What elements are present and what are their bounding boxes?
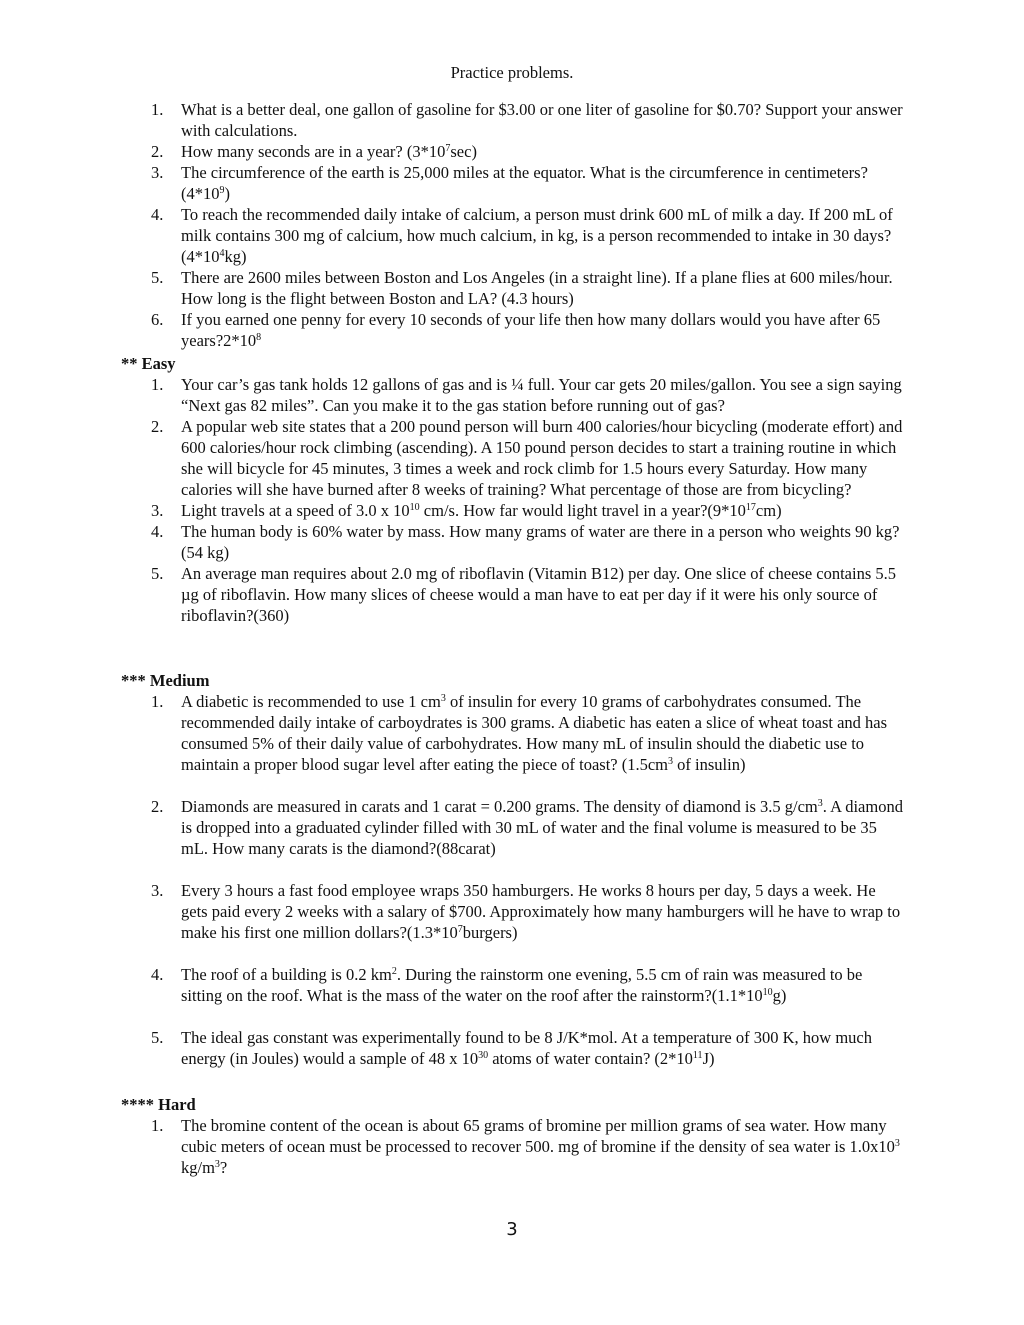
superscript: 8 xyxy=(256,332,262,343)
superscript: 7 xyxy=(445,143,451,154)
item-text: g) xyxy=(772,986,787,1005)
item-text: ) xyxy=(224,184,230,203)
item-text: A popular web site states that a 200 pound person will burn 400 calories/hour bicycling (moderate effort) and 600 calories/hour rock climbing (ascending). A 150 pound person decides to start a training routine in which she will bicycle for 45 minutes, 3 times a week and rock climb for 1.5 hours every Saturday. How many calories will she have burned after 8 weeks of training? What percentage of those are from bicycling? xyxy=(181,417,903,499)
superscript: 3 xyxy=(668,756,674,767)
item-text: An average man requires about 2.0 mg of riboflavin (Vitamin B12) per day. One slice of cheese contains 5.5 µg of riboflavin. How many slices of cheese would a man have to eat per day if it were his only source of riboflavin?(360) xyxy=(181,564,897,625)
item-number: 3. xyxy=(151,881,164,900)
superscript: 3 xyxy=(214,1159,220,1170)
item-number: 1. xyxy=(151,1116,164,1135)
item-text: The circumference of the earth is 25,000 miles at the equator. What is the circumference in centimeters? (4*10 xyxy=(181,163,868,203)
hard-heading: **** Hard xyxy=(121,1095,196,1114)
superscript: 4 xyxy=(219,248,225,259)
list-item xyxy=(121,204,906,267)
page-number: 3 xyxy=(506,1219,518,1240)
item-text: Light travels at a speed of 3.0 x 10 xyxy=(181,501,410,520)
item-text: of insulin) xyxy=(673,755,746,774)
item-text: J) xyxy=(702,1049,715,1068)
list-item xyxy=(121,796,906,859)
superscript: 11 xyxy=(692,1050,703,1061)
list-item xyxy=(121,141,906,162)
superscript: 17 xyxy=(745,502,756,513)
item-number: 4. xyxy=(151,205,164,224)
item-text: cm/s. How far would light travel in a year?(9*10 xyxy=(419,501,746,520)
medium-problem-list xyxy=(121,691,906,1069)
list-item xyxy=(121,964,906,1006)
item-number: 2. xyxy=(151,417,164,436)
item-number: 4. xyxy=(151,965,164,984)
intro-problem-list xyxy=(121,99,906,351)
list-item xyxy=(121,521,906,563)
item-text: There are 2600 miles between Boston and Los Angeles (in a straight line). If a plane flies at 600 miles/hour. How long is the flight between Boston and LA? (4.3 hours) xyxy=(181,268,893,308)
list-item xyxy=(121,162,906,204)
easy-problem-list xyxy=(121,374,906,626)
list-item xyxy=(121,691,906,775)
item-text: The roof of a building is 0.2 km xyxy=(181,965,392,984)
item-text: The ideal gas constant was experimentally found to be 8 J/K*mol. At a temperature of 300 K, how much energy (in Joules) would a sample of 48 x 10 xyxy=(181,1028,872,1068)
item-text: ? xyxy=(219,1158,228,1177)
superscript: 2 xyxy=(391,966,397,977)
item-number: 4. xyxy=(151,522,164,541)
item-text: Diamonds are measured in carats and 1 carat = 0.200 grams. The density of diamond is 3.5 g/cm xyxy=(181,797,818,816)
item-text: What is a better deal, one gallon of gasoline for $3.00 or one liter of gasoline for $0.70? Support your answer with calculations. xyxy=(181,100,903,140)
item-text: Your car’s gas tank holds 12 gallons of gas and is ¼ full. Your car gets 20 miles/gallon. You see a sign saying “Next gas 82 miles”. Can you make it to the gas station before running out of gas? xyxy=(181,375,902,415)
item-text: atoms of water contain? (2*10 xyxy=(488,1049,693,1068)
list-item xyxy=(121,563,906,626)
item-text: A diabetic is recommended to use 1 cm xyxy=(181,692,441,711)
item-text: burgers) xyxy=(462,923,518,942)
list-item xyxy=(121,267,906,309)
item-text: How many seconds are in a year? (3*10 xyxy=(181,142,446,161)
item-number: 5. xyxy=(151,564,164,583)
superscript: 3 xyxy=(817,798,823,809)
superscript: 3 xyxy=(440,693,446,704)
item-text: kg/m xyxy=(181,1158,215,1177)
superscript: 10 xyxy=(409,502,420,513)
hard-problem-list xyxy=(121,1115,906,1178)
item-text: of insulin for every 10 grams of carbohydrates consumed. The recommended daily intake of carboydrates is 300 grams. A diabetic has eaten a slice of wheat toast and has consumed 5% of their daily value of carbohydrates. How many mL of insulin should the diabetic use to maintain a proper blood sugar level after eating the piece of toast? (1.5cm xyxy=(181,692,888,774)
item-text: The bromine content of the ocean is about 65 grams of bromine per million grams of sea water. How many cubic meters of ocean must be processed to recover 500. mg of bromine if the density of sea water is 1.0x10 xyxy=(181,1116,895,1156)
item-text: The human body is 60% water by mass. How many grams of water are there in a person who weights 90 kg? (54 kg) xyxy=(181,522,900,562)
superscript: 30 xyxy=(478,1050,489,1061)
superscript: 9 xyxy=(219,185,225,196)
item-number: 3. xyxy=(151,163,164,182)
medium-heading: *** Medium xyxy=(121,671,210,690)
list-item xyxy=(121,500,906,521)
item-number: 2. xyxy=(151,142,164,161)
easy-heading: ** Easy xyxy=(121,354,176,373)
item-number: 5. xyxy=(151,268,164,287)
list-item xyxy=(121,309,906,351)
item-number: 6. xyxy=(151,310,164,329)
item-number: 3. xyxy=(151,501,164,520)
item-text: Every 3 hours a fast food employee wraps 350 hamburgers. He works 8 hours per day, 5 days a week. He gets paid every 2 weeks with a salary of $700. Approximately how many hamburgers will he have to wrap to make his first one million dollars?(1.3*10 xyxy=(181,881,901,942)
item-text: If you earned one penny for every 10 seconds of your life then how many dollars would you have after 65 years?2*10 xyxy=(181,310,881,350)
list-item xyxy=(121,1027,906,1069)
item-text: kg) xyxy=(224,247,247,266)
superscript: 3 xyxy=(894,1138,900,1149)
item-text: To reach the recommended daily intake of calcium, a person must drink 600 mL of milk a day. If 200 mL of milk contains 300 mg of calcium, how much calcium, in kg, is a person recommended to intake in 30 days? (4*10 xyxy=(181,205,893,266)
item-text: . During the rainstorm one evening, 5.5 cm of rain was measured to be sitting on the roof. What is the mass of the water on the roof after the rainstorm?(1.1*10 xyxy=(181,965,863,1005)
item-number: 2. xyxy=(151,797,164,816)
item-number: 1. xyxy=(151,692,164,711)
page-title: Practice problems. xyxy=(450,63,574,82)
item-number: 1. xyxy=(151,100,164,119)
superscript: 7 xyxy=(457,924,463,935)
item-text: sec) xyxy=(450,142,477,161)
item-text: . A diamond is dropped into a graduated cylinder filled with 30 mL of water and the final volume is measured to be 35 mL. How many carats is the diamond?(88carat) xyxy=(181,797,903,858)
item-number: 1. xyxy=(151,375,164,394)
item-number: 5. xyxy=(151,1028,164,1047)
list-item xyxy=(121,374,906,416)
list-item xyxy=(121,1115,906,1178)
list-item xyxy=(121,99,906,141)
superscript: 10 xyxy=(762,987,773,998)
list-item xyxy=(121,880,906,943)
list-item xyxy=(121,416,906,500)
item-text: cm) xyxy=(755,501,782,520)
